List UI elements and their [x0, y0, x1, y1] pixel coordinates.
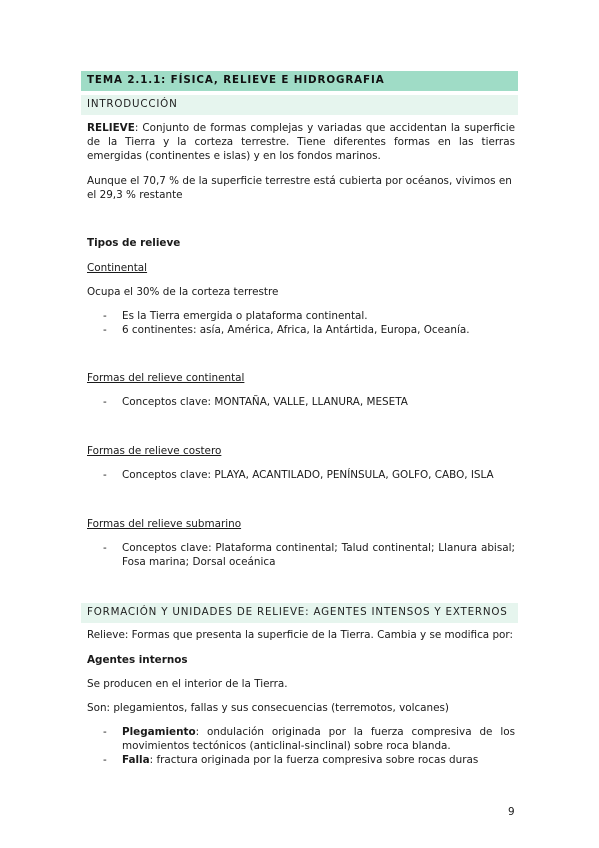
continental-text: Ocupa el 30% de la corteza terrestre	[87, 286, 279, 298]
formas-costero-label: Formas de relieve costero	[87, 445, 222, 457]
relieve-definition-text: : Conjunto de formas complejas y variadas que accidentan la superficie de la Tierra y la corteza terrestre. Tiene diferentes formas en las tierras emergidas (continentes e islas) y en los fondos marinos.	[87, 122, 515, 162]
ocean-coverage-paragraph: Aunque el 70,7 % de la superficie terrestre está cubierta por océanos, vivimos en el 29,3 % restante	[87, 175, 512, 201]
agentes-internos-heading: Agentes internos	[87, 654, 188, 666]
continental-label: Continental	[87, 262, 148, 274]
bullet-dash: -	[103, 469, 107, 481]
bullet-dash: -	[103, 310, 107, 322]
list-item-text: Conceptos clave: PLAYA, ACANTILADO, PENÍNSULA, GOLFO, CABO, ISLA	[122, 469, 494, 481]
plegamiento-term: Plegamiento	[122, 726, 196, 738]
bullet-dash: -	[103, 726, 107, 738]
falla-term: Falla	[122, 754, 150, 766]
section-heading-formacion: FORMACIÓN Y UNIDADES DE RELIEVE: AGENTES INTENSOS Y EXTERNOS	[81, 603, 518, 623]
page-title: TEMA 2.1.1: FÍSICA, RELIEVE E HIDROGRAFIA	[81, 71, 518, 91]
list-item-text	[122, 725, 515, 753]
plegamiento-definition: : ondulación originada por la fuerza compresiva de los movimientos tectónicos (anticlinal-sinclinal) sobre roca blanda.	[122, 726, 515, 752]
falla-definition: : fractura originada por la fuerza compresiva sobre rocas duras	[149, 754, 479, 766]
tipos-relieve-heading: Tipos de relieve	[87, 237, 181, 249]
formacion-intro: Relieve: Formas que presenta la superficie de la Tierra. Cambia y se modifica por:	[87, 629, 513, 641]
list-item-text: 6 continentes: asía, América, Africa, la Antártida, Europa, Oceanía.	[122, 324, 470, 336]
formas-continental-label: Formas del relieve continental	[87, 372, 245, 384]
list-item-text: Es la Tierra emergida o plataforma continental.	[122, 310, 368, 322]
agentes-internos-text: Se producen en el interior de la Tierra.	[87, 678, 288, 690]
list-item-text	[122, 753, 515, 767]
list-item-text: Conceptos clave: Plataforma continental; Talud continental; Llanura abisal; Fosa marina; Dorsal oceánica	[122, 542, 515, 568]
relieve-definition	[87, 121, 515, 163]
bullet-dash: -	[103, 396, 107, 408]
bullet-dash: -	[103, 324, 107, 336]
agentes-internos-list: Son: plegamientos, fallas y sus consecuencias (terremotos, volcanes)	[87, 702, 449, 714]
relieve-term: RELIEVE	[87, 122, 135, 134]
bullet-dash: -	[103, 754, 107, 766]
section-heading-introduccion: INTRODUCCIÓN	[81, 95, 518, 115]
bullet-dash: -	[103, 542, 107, 554]
page-number: 9	[508, 806, 515, 818]
formas-submarino-label: Formas del relieve submarino	[87, 518, 242, 530]
list-item-text: Conceptos clave: MONTAÑA, VALLE, LLANURA, MESETA	[122, 396, 408, 408]
